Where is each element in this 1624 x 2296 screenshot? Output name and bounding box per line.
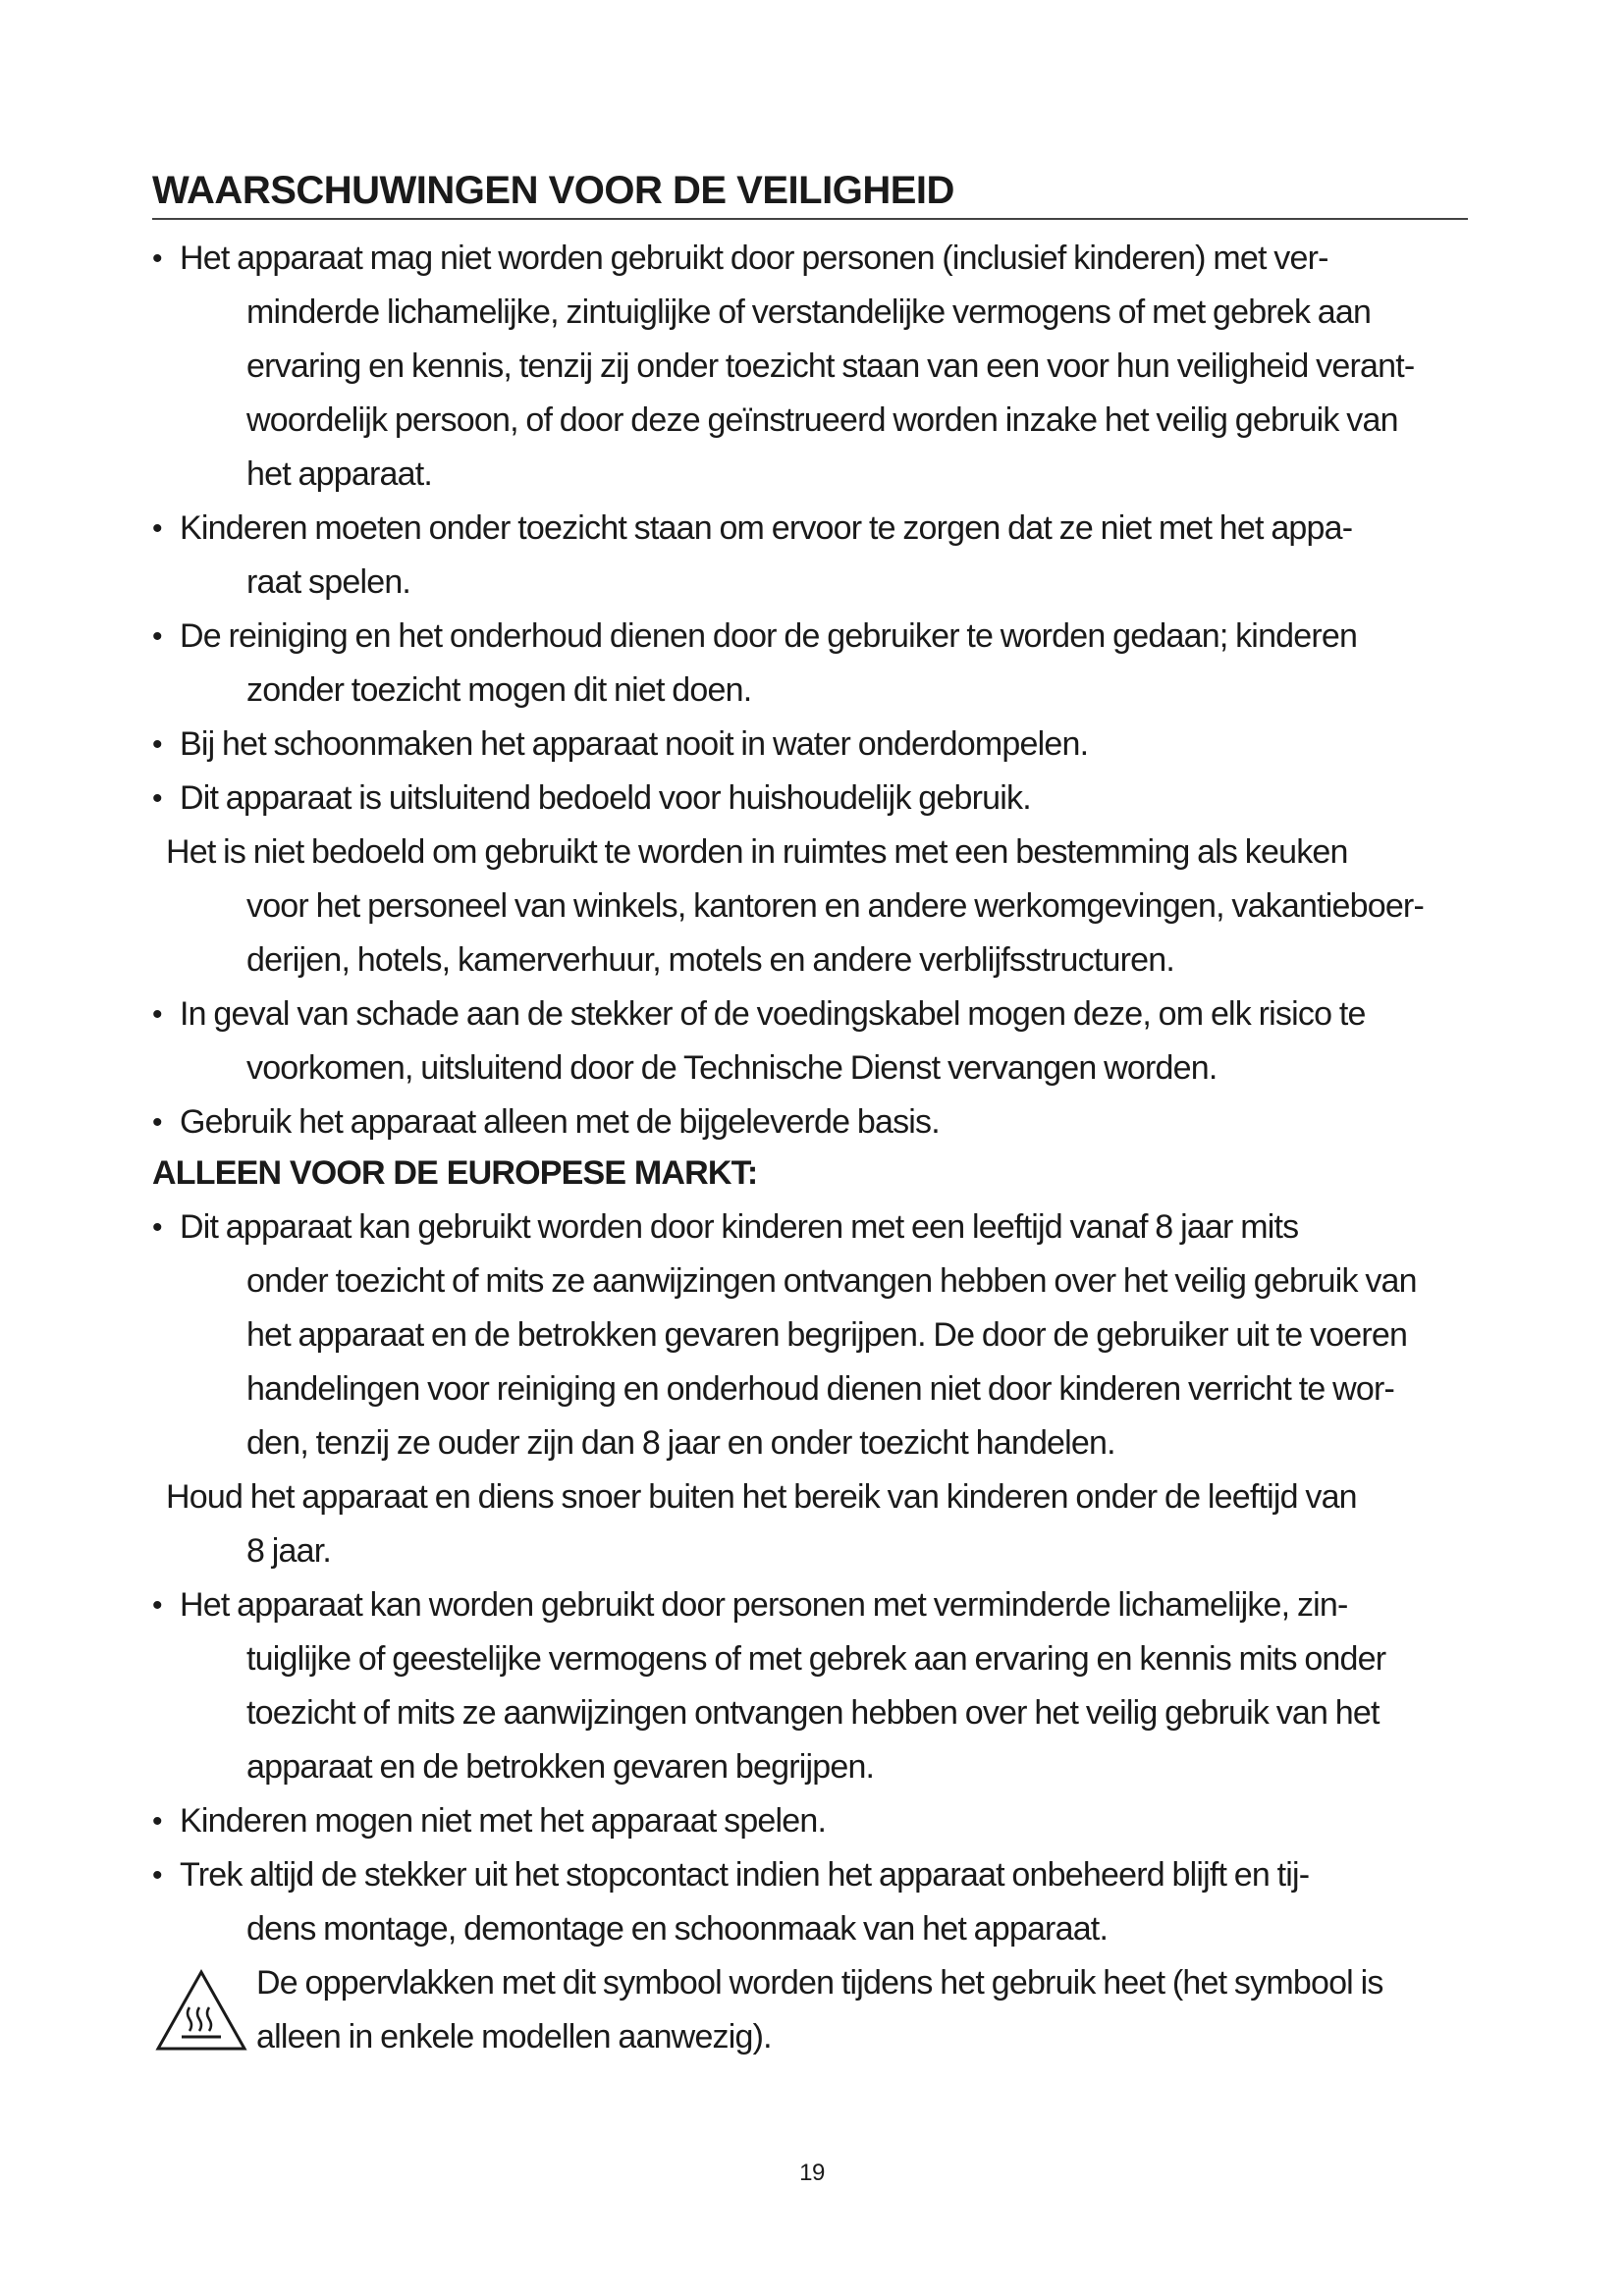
list-item: • Gebruik het apparaat alleen met de bijgeleverde basis. (152, 1095, 1468, 1149)
page-number: 19 (799, 2160, 825, 2186)
bullet: • (152, 1106, 162, 1139)
section-2-list (152, 1201, 1468, 1956)
list-item: • Het apparaat mag niet worden gebruikt door personen (inclusief kinderen) met ver- minderde lichamelijke, zintuiglijke of verstandelijke vermogens of met gebrek aan ervaring en kennis, tenzij zij onder toezicht staan van een voor hun veiligheid verant- woordelijk persoon, of door deze geïnstrueerd worden inzake het veilig gebruik van het apparaat. (152, 232, 1468, 502)
hot-surface-warning: De oppervlakken met dit symbool worden tijdens het gebruik heet (het symbool is alleen in enkele modellen aanwezig). (152, 1956, 1468, 2064)
paragraph: Het is niet bedoeld om gebruikt te worden in ruimtes met een bestemming als keuken voor het personeel van winkels, kantoren en andere werkomgevingen, vakantieboer- derijen, hotels, kamerverhuur, motels en andere verblijfsstructuren. (166, 833, 1424, 979)
bullet: • (152, 242, 162, 275)
bullet: • (152, 782, 162, 815)
list-item: • Dit apparaat is uitsluitend bedoeld voor huishoudelijk gebruik. (152, 772, 1468, 826)
bullet: • (152, 1211, 162, 1244)
bullet: • (152, 998, 162, 1031)
bullet: • (152, 620, 162, 653)
bullet: • (152, 1589, 162, 1622)
list-item: • Bij het schoonmaken het apparaat nooit in water onderdompelen. (152, 718, 1468, 772)
list-item: • Kinderen mogen niet met het apparaat spelen. (152, 1794, 1468, 1848)
list-item: • Het apparaat kan worden gebruikt door personen met verminderde lichamelijke, zin- tuiglijke of geestelijke vermogens of met gebrek aan ervaring en kennis mits onder toezicht of mits ze aanwijzingen ontvangen hebben over het veilig gebruik van het apparaat en de betrokken gevaren begrijpen. (152, 1578, 1468, 1794)
bullet: • (152, 1859, 162, 1892)
list-item: • In geval van schade aan de stekker of de voedingskabel mogen deze, om elk risico te voorkomen, uitsluitend door de Technische Dienst vervangen worden. (152, 988, 1468, 1095)
list-item: • Trek altijd de stekker uit het stopcontact indien het apparaat onbeheerd blijft en tij- dens montage, demontage en schoonmaak van het apparaat. (152, 1848, 1468, 1956)
section-subheading: ALLEEN VOOR DE EUROPESE MARKT: (152, 1154, 758, 1192)
bullet: • (152, 728, 162, 761)
list-item: • Dit apparaat kan gebruikt worden door kinderen met een leeftijd vanaf 8 jaar mits onder toezicht of mits ze aanwijzingen ontvangen hebben over het veilig gebruik van het apparaat en de betrokken gevaren begrijpen. De door de gebruiker uit te voeren handelingen voor reiniging en onderhoud dienen niet door kinderen verricht te wor- den, tenzij ze ouder zijn dan 8 jaar en onder toezicht handelen. (152, 1201, 1468, 1470)
page-title: WAARSCHUWINGEN VOOR DE VEILIGHEID (152, 165, 1468, 220)
safety-body (152, 232, 1468, 2064)
section-1-list (152, 232, 1468, 1149)
bullet: • (152, 512, 162, 545)
list-item: • Kinderen moeten onder toezicht staan om ervoor te zorgen dat ze niet met het appa- raat spelen. (152, 502, 1468, 610)
bullet: • (152, 1805, 162, 1838)
hot-surface-warning-icon (154, 1968, 248, 2053)
list-item: • De reiniging en het onderhoud dienen door de gebruiker te worden gedaan; kinderen zonder toezicht mogen dit niet doen. (152, 610, 1468, 718)
paragraph: Houd het apparaat en diens snoer buiten het bereik van kinderen onder de leeftijd van 8 jaar. (166, 1478, 1357, 1570)
